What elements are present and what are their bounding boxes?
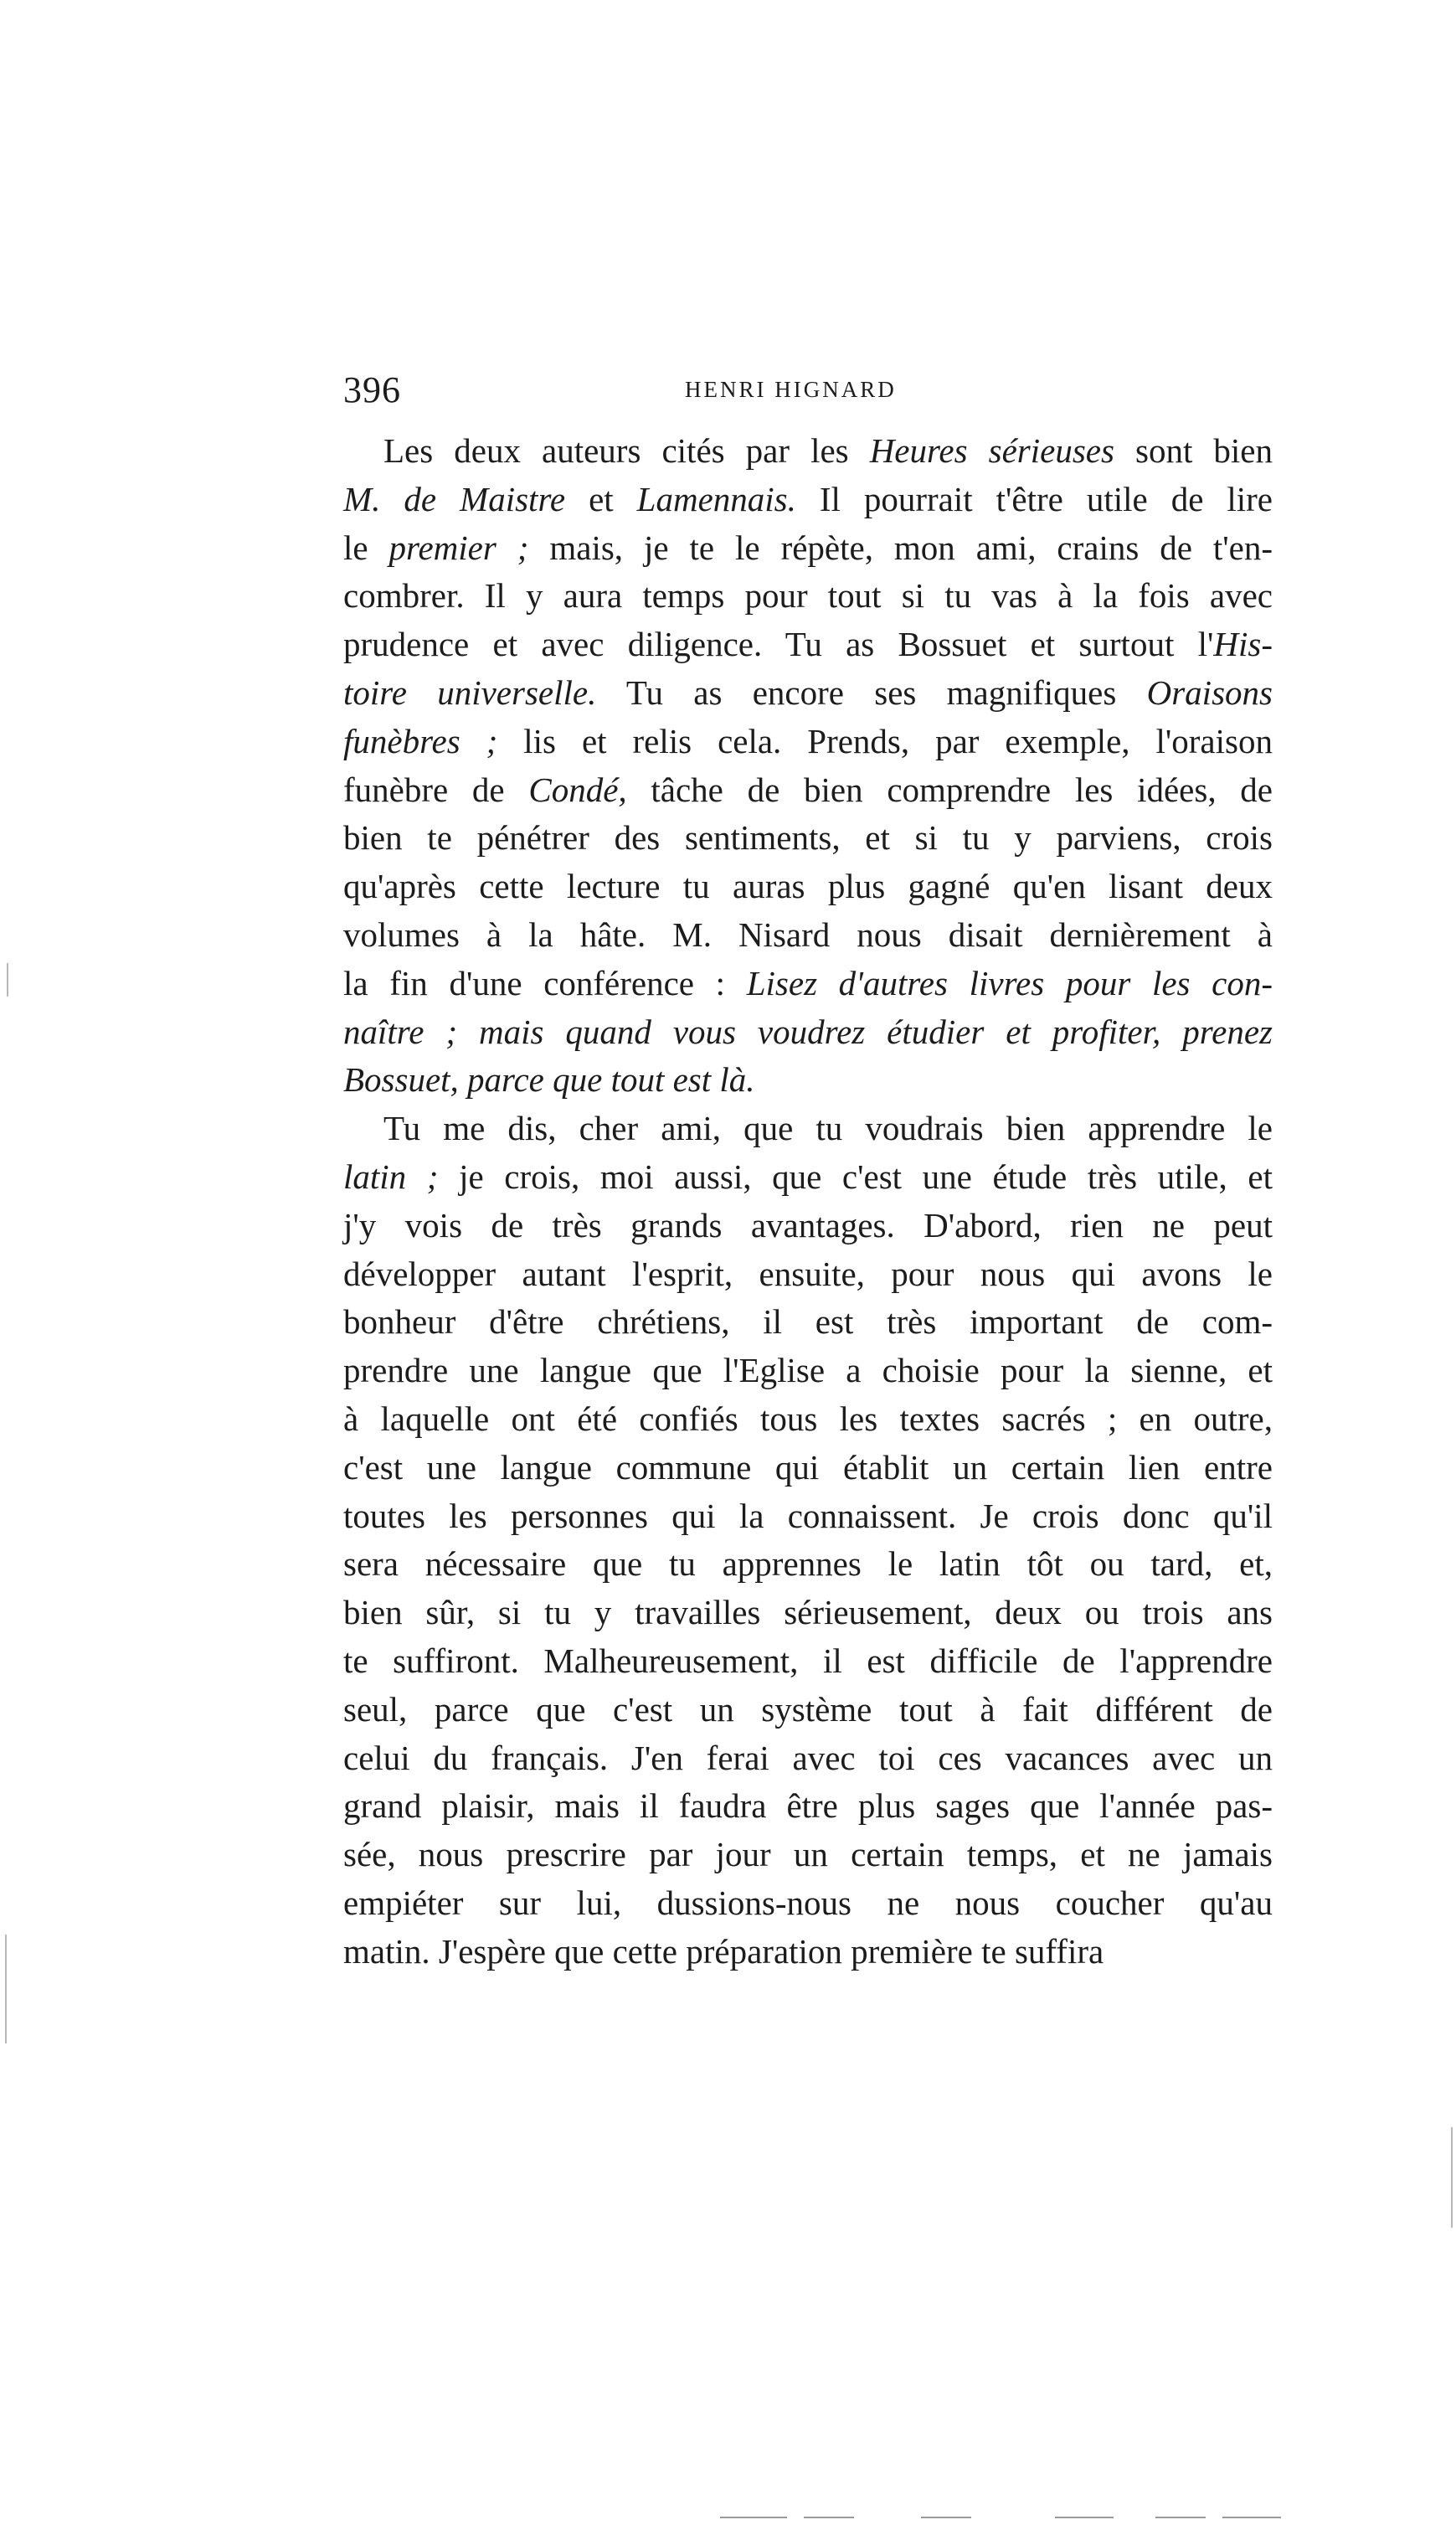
text-line [343, 1153, 1273, 1202]
margin-scan-mark [5, 1935, 7, 2043]
text-line [343, 669, 1273, 718]
italic-run: toire universelle. [343, 672, 597, 712]
text-run: empiéter sur lui, dussions-nous ne nous coucher qu'au [343, 1883, 1273, 1922]
text-run: prendre une langue que l'Eglise a choisie pour la sienne, et [343, 1351, 1273, 1390]
text-run: j'y vois de très grands avantages. D'abord, rien ne peut [343, 1205, 1273, 1244]
text-run: mais, je te le répète, mon ami, crains de t'en- [528, 528, 1273, 567]
text-line [343, 1056, 1273, 1105]
italic-run: naître ; mais quand vous voudrez étudier et profiter, prenez [343, 1012, 1273, 1051]
text-line [343, 1298, 1273, 1347]
text-line [343, 1395, 1273, 1444]
italic-run: Lisez d'autres livres pour les con- [746, 963, 1273, 1002]
text-run: sera nécessaire que tu apprennes le latin tôt ou tard, et, [343, 1544, 1273, 1584]
text-line [343, 1782, 1273, 1831]
text-run: funèbre de [343, 770, 529, 809]
text-line [343, 1637, 1273, 1686]
page-header [343, 368, 1273, 419]
text-run: Tu me dis, cher ami, que tu voudrais bien apprendre le [383, 1109, 1273, 1148]
paragraph-1 [343, 427, 1273, 1105]
text-line [343, 1250, 1273, 1299]
text-line [343, 1879, 1273, 1928]
italic-run: His- [1213, 625, 1273, 664]
italic-run: Bossuet, parce que tout est là. [343, 1060, 755, 1100]
text-line [343, 1540, 1273, 1589]
text-run: seul, parce que c'est un système tout à fait différent de [343, 1689, 1273, 1729]
body-text [343, 427, 1273, 1976]
page-number: 396 [343, 369, 401, 410]
text-run: bonheur d'être chrétiens, il est très important de com- [343, 1302, 1273, 1342]
italic-run: M. de Maistre [343, 479, 566, 518]
bottom-scan-rule [720, 2517, 787, 2518]
text-run: lis et relis cela. Prends, par exemple, l'oraison [497, 721, 1273, 760]
text-run: Il pourrait t'être utile de lire [795, 479, 1273, 518]
text-line [343, 960, 1273, 1008]
text-run: matin. J'espère que cette préparation première te suffira [343, 1931, 1104, 1971]
text-run: te suffiront. Malheureusement, il est difficile de l'apprendre [343, 1641, 1273, 1680]
bottom-scan-rule [1155, 2517, 1206, 2518]
text-line [343, 863, 1273, 911]
text-run: le [343, 528, 389, 567]
text-line [343, 621, 1273, 669]
italic-run: Lamennais. [636, 479, 796, 518]
text-line [343, 1444, 1273, 1492]
bottom-scan-rule [1055, 2517, 1114, 2518]
text-line [343, 1928, 1273, 1976]
italic-run: funèbres ; [343, 721, 498, 760]
text-run: toutes les personnes qui la connaissent. Je crois donc qu'il [343, 1496, 1273, 1535]
text-line [343, 766, 1273, 815]
text-line [343, 1831, 1273, 1879]
text-run: bien te pénétrer des sentiments, et si tu y parviens, crois [343, 818, 1273, 858]
text-line [343, 718, 1273, 766]
text-run: la fin d'une conférence : [343, 963, 747, 1002]
running-head: HENRI HIGNARD [685, 377, 897, 402]
text-line [343, 814, 1273, 863]
text-line [343, 1589, 1273, 1637]
text-run: qu'après cette lecture tu auras plus gagné qu'en lisant deux [343, 867, 1273, 906]
bottom-scan-rule [804, 2517, 854, 2518]
text-run: c'est une langue commune qui établit un certain lien entre [343, 1447, 1273, 1487]
text-line [343, 1734, 1273, 1783]
text-run: sont bien [1114, 431, 1273, 470]
paragraph-2 [343, 1105, 1273, 1976]
text-run: sée, nous prescrire par jour un certain temps, et ne jamais [343, 1835, 1273, 1874]
italic-run: Oraisons [1146, 672, 1273, 712]
margin-scan-mark [7, 963, 8, 997]
text-run: celui du français. J'en ferai avec toi ces vacances avec un [343, 1738, 1273, 1777]
bottom-scan-rule [1222, 2517, 1281, 2518]
text-run: à laquelle ont été confiés tous les textes sacrés ; en outre, [343, 1399, 1273, 1438]
text-run: volumes à la hâte. M. Nisard nous disait dernièrement à [343, 915, 1273, 954]
text-line [343, 1347, 1273, 1395]
text-line [343, 476, 1273, 524]
italic-run: Heures sérieuses [869, 431, 1114, 470]
text-run: tâche de bien comprendre les idées, de [626, 770, 1273, 809]
text-line [343, 572, 1273, 621]
text-run: et [565, 479, 637, 518]
bottom-scan-rule [921, 2517, 971, 2518]
text-line [343, 1492, 1273, 1541]
text-run: Les deux auteurs cités par les [383, 431, 870, 470]
text-line [343, 1008, 1273, 1057]
text-line [343, 1105, 1273, 1153]
text-line [343, 1202, 1273, 1250]
text-run: bien sûr, si tu y travailles sérieusement, deux ou trois ans [343, 1593, 1273, 1632]
text-run: développer autant l'esprit, ensuite, pour nous qui avons le [343, 1254, 1273, 1293]
text-line [343, 427, 1273, 476]
text-run: je crois, moi aussi, que c'est une étude très utile, et [438, 1157, 1273, 1196]
text-run: prudence et avec diligence. Tu as Bossuet et surtout l' [343, 625, 1214, 664]
margin-scan-mark [1451, 2127, 1453, 2228]
italic-run: premier ; [388, 528, 529, 567]
text-run: grand plaisir, mais il faudra être plus sages que l'année pas- [343, 1786, 1273, 1826]
text-line [343, 1686, 1273, 1734]
text-run: Tu as encore ses magnifiques [596, 672, 1147, 712]
italic-run: latin ; [343, 1157, 439, 1196]
text-line [343, 524, 1273, 573]
text-line [343, 911, 1273, 960]
text-run: combrer. Il y aura temps pour tout si tu vas à la fois avec [343, 576, 1273, 616]
italic-run: Condé, [528, 770, 627, 809]
